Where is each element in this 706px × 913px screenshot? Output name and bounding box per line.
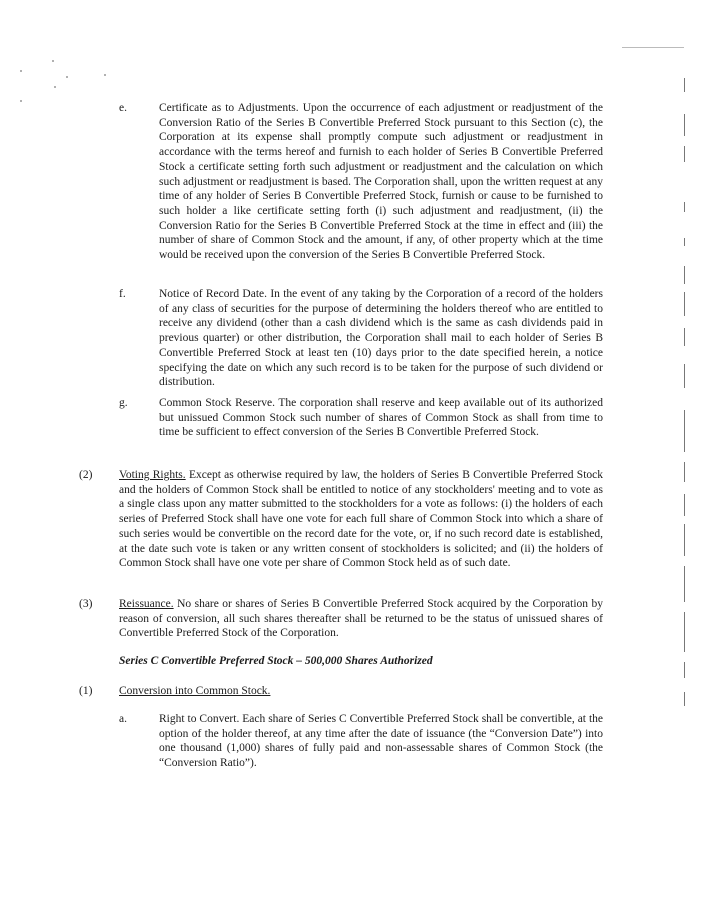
subsection-g-marker: g.	[119, 397, 128, 409]
subsection-a-marker: a.	[119, 713, 127, 725]
subsection-g-title: Common Stock Reserve.	[159, 397, 275, 409]
scan-line	[622, 47, 684, 48]
scan-line	[684, 292, 685, 316]
scan-line	[684, 524, 685, 556]
scan-line	[684, 566, 685, 602]
scan-speck	[20, 100, 22, 102]
scan-line	[684, 494, 685, 516]
voting-rights-paragraph	[119, 468, 603, 571]
series-c-heading: Series C Convertible Preferred Stock – 500,000 Shares Authorized	[119, 655, 433, 667]
scan-line	[684, 612, 685, 652]
scan-line	[684, 692, 685, 706]
scan-line	[684, 462, 685, 482]
subsection-e-paragraph	[159, 101, 603, 263]
subsection-g-body: The corporation shall reserve and keep available out of its authorized but unissued Common Stock such number of shares of Common Stock as shall from time to time be sufficient to effect conversion of the Series B Convertible Preferred Stock.	[159, 397, 604, 439]
subsection-f-paragraph	[159, 287, 603, 390]
section-2-marker: (2)	[79, 469, 93, 481]
right-to-convert-body: Each share of Series C Convertible Preferred Stock shall be convertible, at the option of the holder thereof, at any time after the date of issuance (the “Conversion Date”) into one thousand (1,000) shares of fully paid and non-assessable shares of Common Stock (the “Conversion Ratio”).	[159, 713, 603, 770]
scan-line	[684, 238, 685, 246]
scan-line	[684, 662, 685, 678]
right-to-convert-title: Right to Convert.	[159, 713, 240, 725]
scan-line	[684, 78, 685, 92]
voting-rights-title: Voting Rights.	[119, 469, 186, 481]
scan-speck	[52, 60, 54, 62]
section-1-marker: (1)	[79, 685, 93, 697]
subsection-e-marker: e.	[119, 102, 127, 114]
scan-speck	[20, 70, 22, 72]
section-3-marker: (3)	[79, 598, 93, 610]
reissuance-body: No share or shares of Series B Convertible Preferred Stock acquired by the Corporation by reason of conversion, all such shares thereafter shall be returned to be the status of unissued shares of Convertible Preferred Stock of the Corporation.	[119, 598, 603, 640]
subsection-f-title: Notice of Record Date.	[159, 288, 267, 300]
subsection-e-title: Certificate as to Adjustments.	[159, 102, 299, 114]
reissuance-paragraph	[119, 597, 603, 641]
scan-line	[684, 146, 685, 162]
scan-line	[684, 364, 685, 388]
subsection-e-body: Upon the occurrence of each adjustment or readjustment of the Conversion Ratio of the Series B Convertible Preferred Stock pursuant to this Section (c), the Corporation at its expense shall promptly compute such adjustment or readjustment in accordance with the terms hereof and furnish to each holder of Series B Convertible Preferred Stock a certificate setting forth such adjustment or readjustment and the calculation on which such adjustment or readjustment is based. The Corporation shall, upon the written request at any time of any holder of Series B Convertible Preferred Stock, furnish or cause to be furnished to such holder a like certificate setting forth (i) such adjustment and readjustment, (ii) the Conversion Ratio for the Series B Convertible Preferred Stock at the time in effect and (iii) the number of share of Common Stock and the amount, if any, of other property which at the time would be received upon the conversion of the Series B Convertible Preferred Stock.	[159, 102, 603, 262]
right-to-convert-paragraph	[159, 712, 603, 771]
scan-line	[684, 410, 685, 452]
conversion-heading: Conversion into Common Stock.	[119, 685, 271, 697]
scan-line	[684, 114, 685, 136]
voting-rights-body: Except as otherwise required by law, the holders of Series B Convertible Preferred Stock and the holders of Common Stock shall be entitled to notice of any stockholders' meeting and to vote as a single class upon any matter submitted to the stockholders for a vote as follows: (i) the holders of each series of Preferred Stock shall have one vote for each full share of Common Stock into which a share of such series would be convertible on the record date for the vote, or, if no such record date is established, at the date such vote is taken or any written consent of stockholders is solicited; and (ii) the holders of Common Stock shall have one vote per share of Common Stock held as of such date.	[119, 469, 603, 570]
scan-speck	[104, 74, 106, 76]
subsection-f-body: In the event of any taking by the Corporation of a record of the holders of any class of securities for the purpose of determining the holders thereof who are entitled to receive any dividend (other than a cash dividend which is the same as cash dividends paid in previous quarter) or other distribution, the Corporation shall mail to each holder of Series B Convertible Preferred Stock at least ten (10) days prior to the date specified herein, a notice specifying the date on which any such record is to be taken for the purpose of such dividend or distribution.	[159, 288, 603, 389]
subsection-g-paragraph	[159, 396, 603, 440]
reissuance-title: Reissuance.	[119, 598, 174, 610]
scan-speck	[66, 76, 68, 78]
scan-line	[684, 266, 685, 284]
scan-line	[684, 202, 685, 212]
subsection-f-marker: f.	[119, 288, 126, 300]
scan-line	[684, 328, 685, 346]
scan-speck	[54, 86, 56, 88]
